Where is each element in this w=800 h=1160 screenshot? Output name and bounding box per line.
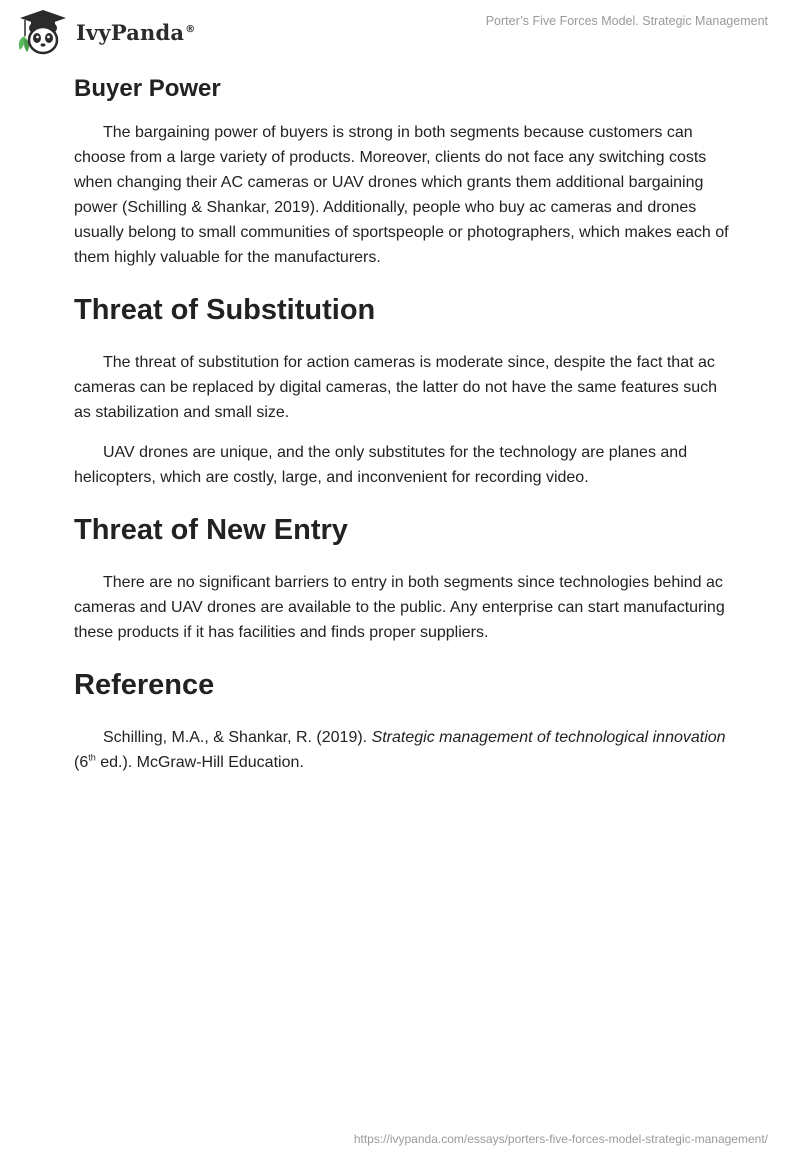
panda-graduate-icon xyxy=(14,8,72,56)
paragraph: There are no significant barriers to entry in both segments since technologies behind ac cameras and UAV drones are available to the public. Any enterprise can start manufacturing these products if it has facilities and finds proper suppliers. xyxy=(74,574,725,641)
reference-title: Strategic management of technological innovation xyxy=(371,729,726,746)
section-threat-of-new-entry xyxy=(74,512,734,645)
reference-edition-open: (6 xyxy=(74,754,89,771)
section-heading: Threat of New Entry xyxy=(74,514,348,546)
registered-mark: ® xyxy=(185,23,196,35)
essay-content xyxy=(74,70,734,790)
reference-entry xyxy=(74,725,734,775)
paragraph: UAV drones are unique, and the only substitutes for the technology are planes and helicopters, which are costly, large, and inconvenient for recording video. xyxy=(74,444,688,486)
ivypanda-logo[interactable] xyxy=(14,8,195,56)
reference-authors: Schilling, M.A., & Shankar, R. (2019). xyxy=(103,729,372,746)
section-heading: Reference xyxy=(74,669,215,701)
section-heading: Threat of Substitution xyxy=(74,294,376,326)
section-heading: Buyer Power xyxy=(74,75,221,102)
reference-edition-close: ed.). McGraw-Hill Education. xyxy=(95,754,304,771)
paragraph: The threat of substitution for action cameras is moderate since, despite the fact that ac cameras can be replaced by digital cameras, the latter do not have the same features such as stabilization and small size. xyxy=(74,354,718,421)
paragraph: The bargaining power of buyers is strong in both segments because customers can choose from a large variety of products. Moreover, clients do not face any switching costs when changing their AC cameras or UAV drones which grants them additional bargaining power (Schilling & Shankar, 2019). Additionally, people who buy ac cameras and drones usually belong to small communities of sportspeople or photographers, which makes each of them highly valuable for the manufacturers. xyxy=(74,124,729,266)
section-buyer-power xyxy=(74,74,734,270)
source-url-link[interactable]: https://ivypanda.com/essays/porters-five-forces-model-strategic-management/ xyxy=(353,1132,768,1146)
section-threat-of-substitution xyxy=(74,292,734,490)
section-reference xyxy=(74,667,734,775)
reference-edition-sup: th xyxy=(88,752,96,763)
document-title: Porter’s Five Forces Model. Strategic Management xyxy=(485,14,768,28)
page-header xyxy=(0,0,800,60)
brand-name: IvyPanda® xyxy=(76,19,196,45)
